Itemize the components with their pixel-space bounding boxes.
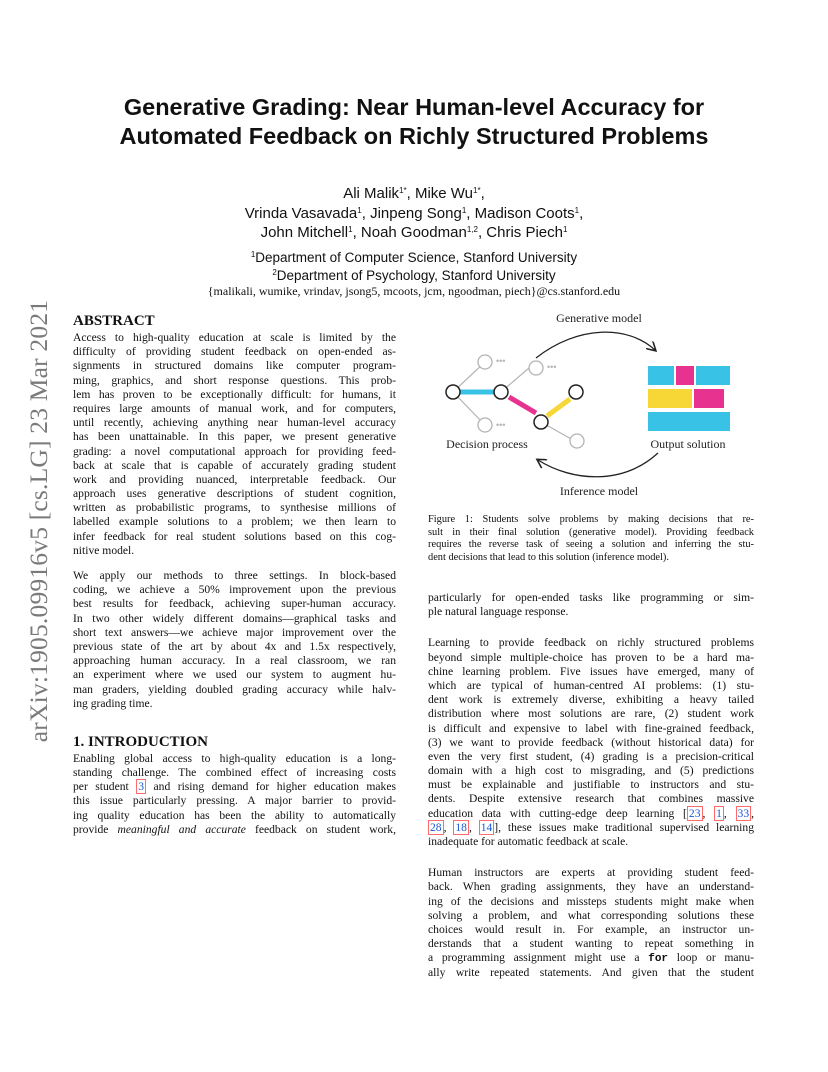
text-line: Enabling global access to high-quality education is a long- — [73, 751, 396, 765]
author-line-3 — [100, 222, 728, 242]
caption-label: Figure 1: — [428, 514, 473, 525]
author-name: , Jinpeng Song — [361, 204, 462, 222]
figure-1-diagram — [428, 300, 754, 512]
author-name: Vrinda Vasavada — [244, 204, 358, 222]
faded-node — [478, 355, 492, 369]
author-affil-mark: 1* — [473, 186, 481, 195]
author-affil-mark: 1 — [574, 205, 580, 215]
citation-link[interactable]: 33 — [737, 806, 750, 820]
text-line: (3) we want to provide feedback (without historical data) for — [428, 735, 754, 749]
abstract-paragraph-1 — [73, 331, 396, 558]
text-line: requires large amounts of manual work, and for computers, — [73, 401, 396, 415]
text-line: short text answers—we achieve major improvement over the — [73, 625, 396, 639]
text-line: particularly for open-ended tasks like programming or sim- — [428, 591, 754, 604]
text-span: a programming assignment might use a — [428, 951, 649, 965]
text-line: which are typical of human-centred AI problems: (1) stu- — [428, 678, 754, 692]
text-line: education data with cutting-edge deep learning [ 23 , 1 , 33 , — [428, 806, 755, 820]
text-line: approach uses generative descriptions of student cognition, — [73, 487, 396, 501]
text-line: ple natural language response. — [428, 605, 569, 619]
text-line: grading: a novel computational approach for providing feed- — [73, 444, 396, 458]
decision-node — [534, 415, 548, 429]
text-line: this issue particularly pressing. A major barrier to provid- — [73, 794, 396, 808]
output-solution-blocks — [648, 366, 730, 431]
caption-line: requires the reverse task of seeing a solution and inferring the stu- — [428, 539, 754, 550]
text-line: written as probabilistic programs, to synthesise millions of — [73, 501, 396, 515]
yellow-block — [648, 389, 692, 408]
code-keyword: for — [648, 953, 669, 966]
text-line: Learning to provide feedback on richly structured problems — [428, 636, 754, 650]
citation-link[interactable]: 18 — [455, 820, 467, 834]
author-name: Ali Malik — [343, 185, 400, 202]
arxiv-identifier-stamp — [14, 284, 64, 759]
text-line: 28 , 18 , 14 ], these issues make traditional supervised learning — [430, 820, 754, 834]
decision-node — [494, 385, 508, 399]
text-line: domain with a high cost to misgrading, and (5) predictions — [428, 764, 754, 778]
figure-1-caption — [428, 514, 754, 564]
right-paragraph-3 — [428, 866, 754, 980]
text-line: infer feedback for real student solutions based on this cog- — [73, 529, 396, 543]
affiliations — [100, 247, 728, 299]
affiliation-1 — [100, 247, 728, 265]
text-span: per student — [73, 780, 137, 794]
author-affil-mark: 1 — [562, 225, 568, 234]
citation-link[interactable]: 3 — [138, 780, 145, 794]
text-line: approaching human accuracy. In a real classroom, we ran — [73, 654, 396, 668]
text-line: We apply our methods to three settings. In block-based — [73, 569, 396, 582]
text-line: is difficult and expensive to label with fine-grained feedback, — [428, 721, 754, 735]
text-span: provide — [73, 822, 118, 836]
author-name: , Madison Coots — [466, 204, 575, 222]
text-line: work and providing nuanced, interpretable feedback. Our — [73, 472, 396, 486]
text-line: lem has proven to be exceptionally difficult: for humans, it — [73, 387, 396, 401]
right-paragraph-2 — [428, 636, 754, 849]
text-line: choices would result in. For example, an instructor un- — [428, 922, 754, 936]
magenta-block — [676, 366, 694, 385]
text-line: previous state of the art by about 4x and 1.5x respectively, — [73, 639, 396, 653]
text-span: education data with cutting-edge deep learning — [428, 806, 684, 820]
label-generative-model: Generative model — [556, 311, 642, 325]
author-affil-mark: 1 — [357, 205, 362, 215]
text-line: best results for feedback, achieving super-human accuracy. — [73, 597, 396, 611]
right-column — [428, 591, 754, 991]
text-line: inadequate for automatic feedback at scale. — [428, 835, 629, 848]
introduction-paragraph — [73, 752, 396, 837]
author-emails: {malikali, wumike, vrindav, jsong5, mcoots, jcm, ngoodman, piech}@cs.stanford.edu — [207, 284, 621, 298]
text-line: ing of the decisions and missteps students might make when — [428, 894, 754, 908]
affil-mark: 1 — [250, 250, 256, 259]
label-output-solution: Output solution — [650, 437, 726, 451]
citation-link[interactable]: 28 — [430, 820, 442, 834]
text-line: even the very first student, (4) grading is a precision-critical — [428, 749, 754, 763]
abstract-paragraph-2 — [73, 569, 396, 711]
citation-link[interactable]: 1 — [716, 806, 722, 820]
text-line: back. When grading assignments, they have an understand- — [428, 880, 754, 894]
caption-line: dent decisions that lead to this solution (inference model). — [428, 551, 669, 563]
decision-node — [446, 385, 460, 399]
text-line: derstands that a student wanting to repeat something in — [428, 937, 754, 951]
text-line: dent work is extremely diverse, exhibiting a heavy tailed — [428, 693, 754, 707]
text-line: ally write repeated statements. And given that the student — [428, 965, 754, 979]
text-line: In two other widely different domains—graphical tasks and — [73, 611, 396, 625]
text-line — [73, 823, 396, 837]
caption-line: sult in their final solution (generative model). Providing feedback — [428, 526, 754, 538]
paper-title — [60, 93, 768, 151]
arxiv-id-text: arXiv:1905.09916v5 [cs.LG] 23 Mar 2021 — [24, 299, 53, 743]
title-line-1: Generative Grading: Near Human-level Accuracy for — [123, 94, 705, 120]
author-line-1 — [100, 183, 728, 203]
ellipsis-icon: ••• — [496, 420, 506, 430]
text-line — [73, 780, 396, 794]
caption-line — [428, 514, 754, 527]
author-separator: , — [480, 185, 485, 202]
decision-node — [569, 385, 583, 399]
introduction-heading: 1. INTRODUCTION — [73, 733, 209, 750]
author-separator: , — [579, 204, 584, 222]
text-span: and rising demand for higher education makes — [146, 780, 396, 794]
text-line: ing grading time. — [73, 696, 153, 710]
text-line — [428, 951, 754, 965]
abstract-heading: ABSTRACT — [73, 313, 155, 329]
author-affil-mark: 1* — [399, 186, 407, 195]
italic-text: meaningful and accurate — [117, 822, 246, 836]
text-line: solving a problem, and what corresponding solutions these — [428, 908, 754, 922]
ellipsis-icon: ••• — [496, 356, 506, 366]
caption-text: Students solve problems by making decisions that re- — [472, 514, 754, 525]
author-affil-mark: 1,2 — [466, 225, 478, 234]
author-name: , Noah Goodman — [352, 224, 467, 241]
text-line: nitive model. — [73, 543, 135, 557]
right-paragraph-1 — [428, 591, 754, 619]
figure-1-svg — [428, 300, 754, 512]
author-name: , Chris Piech — [477, 224, 563, 241]
text-line: until recently, achieving anything near human-level accuracy — [73, 416, 396, 430]
author-name: , Mike Wu — [406, 185, 474, 202]
title-line-2: Automated Feedback on Richly Structured Problems — [119, 123, 709, 149]
faded-node — [570, 434, 584, 448]
affil-text: Department of Psychology, Stanford University — [276, 268, 556, 283]
ellipsis-icon: ••• — [547, 362, 557, 372]
text-line: dents. Despite extensive research that combines massive — [428, 792, 754, 806]
text-line: ming, graphics, and short response questions. This prob- — [73, 373, 396, 387]
text-line: chine learning problem. Five issues have emerged, many of — [428, 664, 754, 678]
citation-link[interactable]: 14 — [480, 820, 493, 834]
magenta-block — [694, 389, 724, 408]
inference-arrow — [538, 453, 658, 477]
magenta-decision-edge — [509, 397, 536, 413]
yellow-decision-edge — [547, 399, 570, 416]
faded-node — [529, 361, 543, 375]
text-line: must be explainable and justifiable to instructors and stu- — [428, 778, 754, 792]
author-line-2 — [100, 203, 728, 223]
text-line: ing quality education has been the ability to automatically — [73, 808, 396, 822]
text-line: Human instructors are experts at providing student feed- — [428, 866, 754, 880]
author-affil-mark: 1 — [461, 205, 467, 215]
text-line: man graders, yielding doubled grading accuracy while halv- — [73, 682, 396, 696]
citation-link[interactable]: 23 — [688, 806, 701, 820]
faded-node — [478, 418, 492, 432]
text-line: back at scale that is capable of accurately grading student — [73, 458, 396, 472]
decision-tree — [446, 355, 584, 448]
text-line: has been unattainable. In this paper, we present generative — [73, 430, 396, 444]
text-line: signments in structured domains like computer program- — [73, 359, 396, 373]
text-line: difficulty of providing student feedback on open-ended as- — [73, 345, 396, 359]
text-line: distribution where most solutions are rare, (2) student work — [428, 707, 754, 721]
text-line: standing challenge. The combined effect of increasing costs — [73, 766, 396, 780]
text-line: beyond simple multiple-choice has proven to be a hard ma- — [428, 650, 754, 664]
text-line: Access to high-quality education at scale is limited by the — [73, 331, 396, 344]
text-span: feedback on student work, — [245, 822, 396, 836]
text-span: , these issues make traditional supervised learning — [498, 820, 754, 834]
cyan-block — [696, 366, 730, 385]
affil-text: Department of Computer Science, Stanford University — [255, 250, 578, 265]
label-decision-process: Decision process — [446, 437, 528, 451]
author-list — [100, 183, 728, 242]
text-span: loop or manu- — [668, 951, 754, 965]
generative-arrow — [536, 332, 655, 358]
cyan-block — [648, 412, 730, 431]
author-name: John Mitchell — [260, 224, 349, 241]
label-inference-model: Inference model — [559, 484, 639, 498]
text-line: an experiment where we used our system to augment hu- — [73, 668, 396, 682]
cyan-block — [648, 366, 674, 385]
affiliation-2 — [100, 265, 728, 283]
affil-mark: 2 — [272, 268, 277, 277]
author-affil-mark: 1 — [348, 225, 353, 234]
text-line: coding, we achieve a 50% improvement upon the previous — [73, 583, 396, 597]
text-line: labelled example solutions to a problem; we then learn to — [73, 515, 396, 529]
left-column — [73, 312, 396, 837]
